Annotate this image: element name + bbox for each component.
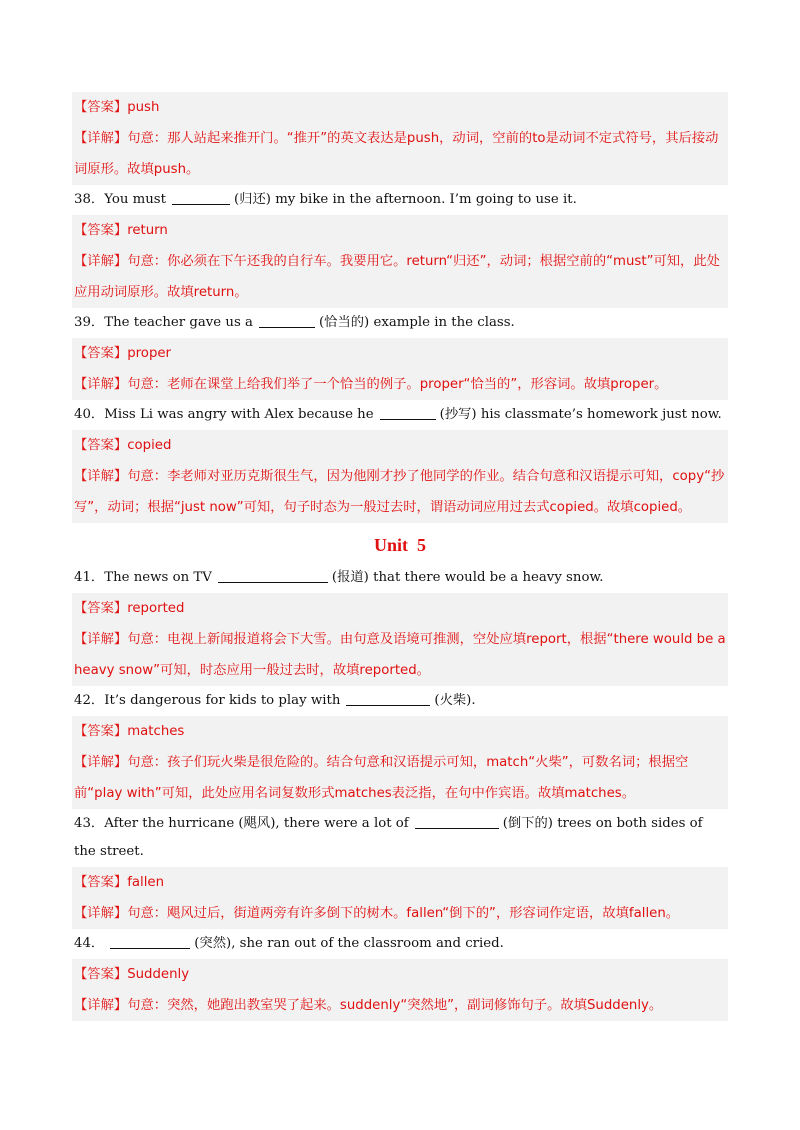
unit-heading: Unit 5 (373, 535, 426, 555)
detail-row (72, 898, 728, 929)
answer-label: 【答案】 (74, 875, 128, 890)
detail-row (72, 624, 728, 686)
answer-label: 【答案】 (74, 346, 128, 361)
question-hint: (恰当的) (318, 315, 370, 330)
detail-label: 【详解】 (74, 906, 128, 921)
answer-row (72, 215, 728, 246)
answer-row (72, 959, 728, 990)
detail-row (72, 990, 728, 1021)
question-number: 39． (74, 315, 105, 330)
question-text-before: You must (104, 192, 166, 207)
detail-text: 句意：孩子们玩火柴是很危险的。结合句意和汉语提示可知，match“火柴”，可数名词；根据空前“play with”可知，此处应用名词复数形式matches表泛指，在句中作宾语。故填matches。 (74, 755, 689, 801)
detail-row (72, 747, 728, 809)
detail-text: 句意：飓风过后，街道两旁有许多倒下的树木。fallen“倒下的”，形容词作定语，故填fallen。 (127, 906, 680, 921)
question-number: 44． (74, 936, 105, 951)
answer-label: 【答案】 (74, 100, 128, 115)
detail-text: 句意：那人站起来推开门。“推开”的英文表达是push，动词，空前的to是动词不定式符号，其后接动词原形。故填push。 (74, 131, 719, 177)
question-row (72, 687, 728, 715)
question-row (72, 810, 728, 866)
question-row (72, 930, 728, 958)
answer-row (72, 430, 728, 461)
question-hint: (报道) (331, 570, 369, 585)
detail-row (72, 369, 728, 400)
question-row (72, 401, 728, 429)
answer-label: 【答案】 (74, 601, 128, 616)
detail-label: 【详解】 (74, 469, 128, 484)
question-number: 42． (74, 693, 105, 708)
answer-blank (259, 313, 315, 328)
question-hint: (倒下的) (502, 816, 553, 831)
question-row (72, 186, 728, 214)
answer-blank (415, 814, 499, 829)
question-hint: (突然), she ran out of the classroom and cried. (194, 936, 504, 951)
question-hint: (火柴). (434, 693, 476, 708)
question-hint: (归还) (233, 192, 271, 207)
detail-text: 句意：李老师对亚历克斯很生气，因为他刚才抄了他同学的作业。结合句意和汉语提示可知，copy“抄写”，动词；根据“just now”可知，句子时态为一般过去时，谓语动词应用过去式copied。故填copied。 (74, 469, 725, 515)
answer-blank (380, 405, 436, 420)
answer-blank (110, 934, 190, 949)
answer-row (72, 867, 728, 898)
detail-text: 句意：突然，她跑出教室哭了起来。suddenly“突然地”，副词修饰句子。故填Suddenly。 (127, 998, 663, 1013)
question-row (72, 309, 728, 337)
answer-row (72, 593, 728, 624)
question-number: 38． (74, 192, 105, 207)
detail-row (72, 123, 728, 185)
detail-label: 【详解】 (74, 998, 128, 1013)
answer-label: 【答案】 (74, 724, 128, 739)
answer-label: 【答案】 (74, 223, 128, 238)
answer-blank (218, 568, 328, 583)
answer-row (72, 716, 728, 747)
detail-label: 【详解】 (74, 755, 128, 770)
document-page (72, 92, 728, 1021)
detail-text: 句意：你必须在下午还我的自行车。我要用它。return“归还”，动词；根据空前的“must”可知，此处应用动词原形。故填return。 (74, 254, 720, 300)
answer-text: Suddenly (127, 967, 190, 982)
answer-blank (346, 691, 430, 706)
question-hint: (抄写) (439, 407, 477, 422)
answer-text: reported (127, 601, 185, 616)
answer-text: copied (127, 438, 172, 453)
answer-text: matches (127, 724, 185, 739)
answer-blank (172, 190, 230, 205)
answer-row (72, 338, 728, 369)
detail-row (72, 246, 728, 308)
detail-text: 句意：电视上新闻报道将会下大雪。由句意及语境可推测，空处应填report，根据“there would be a heavy snow”可知，时态应用一般过去时，故填reported。 (74, 632, 726, 678)
answer-text: proper (127, 346, 172, 361)
question-text-before: After the hurricane (飓风), there were a lot of (104, 816, 409, 831)
question-number: 43． (74, 816, 105, 831)
answer-row (72, 92, 728, 123)
answer-text: push (127, 100, 160, 115)
detail-label: 【详解】 (74, 254, 128, 269)
detail-label: 【详解】 (74, 632, 128, 647)
detail-label: 【详解】 (74, 377, 128, 392)
detail-text: 句意：老师在课堂上给我们举了一个恰当的例子。proper“恰当的”，形容词。故填proper。 (127, 377, 668, 392)
answer-label: 【答案】 (74, 967, 128, 982)
detail-row (72, 461, 728, 523)
answer-text: fallen (127, 875, 165, 890)
question-number: 41． (74, 570, 105, 585)
question-text-before: It’s dangerous for kids to play with (104, 693, 341, 708)
question-row (72, 564, 728, 592)
question-text-before: The news on TV (104, 570, 212, 585)
question-text-before: Miss Li was angry with Alex because he (104, 407, 374, 422)
question-number: 40． (74, 407, 105, 422)
question-text-after: example in the class. (373, 315, 515, 330)
question-text-after: that there would be a heavy snow. (373, 570, 604, 585)
answer-label: 【答案】 (74, 438, 128, 453)
question-text-before: The teacher gave us a (104, 315, 253, 330)
question-text-after: his classmate’s homework just now. (480, 407, 722, 422)
answer-text: return (127, 223, 168, 238)
question-text-after: trees on both sides of the street. (74, 816, 703, 859)
question-text-after: my bike in the afternoon. I’m going to use it. (275, 192, 577, 207)
detail-label: 【详解】 (74, 131, 128, 146)
